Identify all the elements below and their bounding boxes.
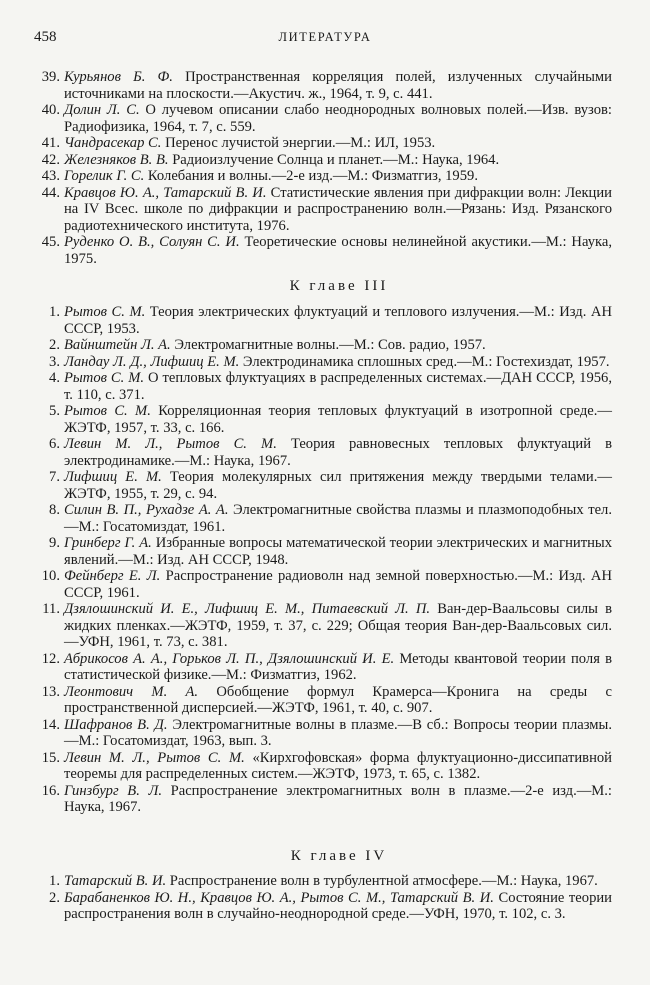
reference-entry (36, 502, 612, 535)
reference-authors: Кравцов Ю. А., Татарский В. И. (64, 184, 267, 201)
reference-entry (36, 436, 612, 469)
reference-number: 2. (49, 337, 60, 353)
reference-number: 4. (49, 370, 60, 386)
reference-number: 10. (41, 568, 60, 584)
references-continued (36, 69, 612, 267)
reference-authors: Фейнберг Е. Л. (64, 568, 161, 584)
reference-entry (36, 304, 612, 337)
reference-text: Пространственная корреляция полей, излученных случайными источниками на плоскости.—Акустич. ж., 1964, т. 9, с. 441. (64, 69, 612, 102)
running-head: ЛИТЕРАТУРА (278, 30, 372, 44)
reference-entry (36, 684, 612, 717)
reference-number: 8. (49, 502, 60, 518)
reference-authors: Лифшиц Е. М. (64, 469, 162, 485)
reference-authors: Леонтович М. А. (64, 683, 199, 700)
reference-text: Колебания и волны.—2-е изд.—М.: Физматгиз, 1959. (144, 168, 478, 184)
reference-authors: Абрикосов А. А., Горьков Л. П., Дзялошинский И. Е. (64, 650, 395, 667)
reference-authors: Долин Л. С. (64, 102, 140, 118)
reference-number: 13. (41, 683, 60, 700)
reference-number: 41. (41, 135, 60, 151)
reference-text: Теория равновесных тепловых флуктуаций в электродинамике.—М.: Наука, 1967. (64, 436, 612, 469)
reference-number: 5. (49, 403, 60, 419)
reference-entry (36, 185, 612, 235)
reference-entry (36, 783, 612, 816)
reference-text: Корреляционная теория тепловых флуктуаций в изотропной среде.—ЖЭТФ, 1957, т. 33, с. 166. (64, 403, 612, 436)
reference-number: 45. (41, 234, 60, 250)
reference-entry (36, 873, 612, 890)
reference-authors: Чандрасекар С. (64, 135, 162, 151)
reference-entry (36, 102, 612, 135)
reference-text: Перенос лучистой энергии.—М.: ИЛ, 1953. (161, 135, 436, 151)
reference-entry (36, 568, 612, 601)
reference-entry (36, 651, 612, 684)
reference-authors: Барабаненков Ю. Н., Кравцов Ю. А., Рытов С. М., Татарский В. И. (64, 889, 494, 906)
reference-number: 43. (41, 168, 60, 184)
reference-number: 6. (49, 436, 60, 452)
reference-authors: Железняков В. В. (64, 151, 169, 168)
chapter-4-section (36, 848, 612, 865)
reference-text: Электродинамика сплошных сред.—М.: Гостехиздат, 1957. (239, 353, 610, 370)
reference-authors: Гринберг Г. А. (64, 535, 152, 551)
reference-number: 1. (49, 873, 60, 889)
chapter-3-references (36, 304, 612, 816)
reference-entry (36, 601, 612, 651)
reference-entry (36, 354, 612, 371)
reference-authors: Рытов С. М. (64, 304, 146, 320)
reference-entry (36, 469, 612, 502)
reference-authors: Силин В. П., Рухадзе А. А. (64, 502, 229, 518)
reference-authors: Шафранов В. Д. (64, 716, 168, 733)
reference-authors: Татарский В. И. (64, 873, 167, 889)
reference-text: Состояние теории распространения волн в случайно-неоднородной среде.—УФН, 1970, т. 102, с. 3. (64, 889, 612, 922)
reference-text: Методы квантовой теории поля в статистической физике.—М.: Физматгиз, 1962. (64, 650, 612, 683)
reference-entry (36, 69, 612, 102)
reference-entry (36, 535, 612, 568)
reference-entry (36, 403, 612, 436)
reference-text: Электромагнитные волны в плазме.—В сб.: Вопросы теории плазмы.—М.: Госатомиздат, 1963, вып. 3. (64, 716, 612, 749)
reference-number: 11. (42, 601, 60, 617)
reference-text: Электромагнитные свойства плазмы и плазмоподобных тел.—М.: Госатомиздат, 1961. (64, 502, 612, 535)
reference-entry (36, 337, 612, 354)
reference-text: О лучевом описании слабо неоднородных волновых полей.—Изв. вузов: Радиофизика, 1964, т. 7, с. 559. (64, 102, 612, 135)
chapter-3-section (36, 278, 612, 295)
reference-authors: Рытов С. М. (64, 403, 151, 419)
reference-authors: Рытов С. М. (64, 370, 145, 386)
reference-number: 2. (49, 889, 60, 906)
reference-text: Распространение радиоволн над земной поверхностью.—М.: Изд. АН СССР, 1961. (64, 568, 613, 601)
reference-text: Обобщение формул Крамерса—Кронига на среды с пространственной дисперсией.—ЖЭТФ, 1961, т. 40, с. 907. (64, 683, 612, 716)
reference-number: 42. (41, 151, 60, 168)
reference-number: 3. (49, 353, 60, 370)
reference-text: Теория электрических флуктуаций и теплового излучения.—М.: Изд. АН СССР, 1953. (64, 304, 612, 337)
reference-number: 39. (41, 69, 60, 85)
reference-entry (36, 135, 612, 152)
reference-number: 7. (49, 469, 60, 485)
reference-authors: Гинзбург В. Л. (64, 782, 162, 799)
reference-entry (36, 234, 612, 267)
reference-text: Статистические явления при дифракции волн: Лекции на IV Всес. школе по дифракции и распространению волн.—Рязань: Изд. Рязанского радиотехнического института, 1976. (64, 184, 612, 234)
reference-number: 1. (49, 304, 60, 320)
reference-authors: Вайнштейн Л. А. (64, 337, 171, 353)
reference-text: Электромагнитные волны.—М.: Сов. радио, 1957. (170, 337, 486, 353)
reference-text: Ван-дер-Ваальсовы силы в жидких пленках.—ЖЭТФ, 1959, т. 37, с. 229; Общая теория Ван-дер-Ваальсовых сил.—УФН, 1961, т. 73, с. 381. (64, 601, 612, 650)
reference-entry (36, 750, 612, 783)
page-number: 458 (34, 29, 57, 45)
reference-authors: Левин М. Л., Рытов С. М. (64, 436, 277, 452)
reference-entry (36, 717, 612, 750)
chapter-4-references (36, 873, 612, 923)
reference-number: 15. (41, 749, 60, 766)
reference-text: Теоретические основы нелинейной акустики.—М.: Наука, 1975. (64, 234, 613, 267)
reference-number: 16. (41, 782, 60, 799)
reference-text: Избранные вопросы математической теории электрических и магнитных явлений.—М.: Изд. АН СССР, 1948. (64, 535, 613, 568)
section-heading: К главе III (289, 278, 389, 294)
reference-number: 14. (41, 716, 60, 733)
reference-number: 9. (49, 535, 60, 551)
page-header (34, 29, 616, 49)
reference-authors: Руденко О. В., Солуян С. И. (64, 234, 240, 250)
section-heading: К главе IV (290, 848, 388, 864)
reference-number: 12. (41, 650, 60, 667)
reference-text: Распространение волн в турбулентной атмосфере.—М.: Наука, 1967. (166, 873, 598, 889)
reference-number: 40. (41, 102, 60, 118)
reference-number: 44. (41, 184, 60, 201)
reference-authors: Горелик Г. С. (64, 168, 145, 184)
reference-text: Распространение электромагнитных волн в плазме.—2-е изд.—М.: Наука, 1967. (64, 782, 612, 815)
reference-text: «Кирхгофовская» форма флуктуационно-диссипативной теоремы для распределенных систем.—ЖЭТФ, 1973, т. 65, с. 1382. (64, 749, 612, 782)
reference-authors: Дзялошинский И. Е., Лифшиц Е. М., Питаевский Л. П. (64, 601, 431, 617)
reference-text: Теория молекулярных сил притяжения между твердыми телами.—ЖЭТФ, 1955, т. 29, с. 94. (64, 469, 612, 502)
reference-authors: Левин М. Л., Рытов С. М. (64, 749, 245, 766)
reference-text: Радиоизлучение Солнца и планет.—М.: Наука, 1964. (168, 151, 500, 168)
reference-entry (36, 370, 612, 403)
reference-entry (36, 168, 612, 185)
reference-entry (36, 890, 612, 923)
reference-authors: Ландау Л. Д., Лифшиц Е. М. (64, 353, 240, 370)
reference-text: О тепловых флуктуациях в распределенных системах.—ДАН СССР, 1956, т. 110, с. 371. (64, 370, 612, 403)
reference-entry (36, 152, 612, 169)
reference-authors: Курьянов Б. Ф. (64, 69, 173, 85)
